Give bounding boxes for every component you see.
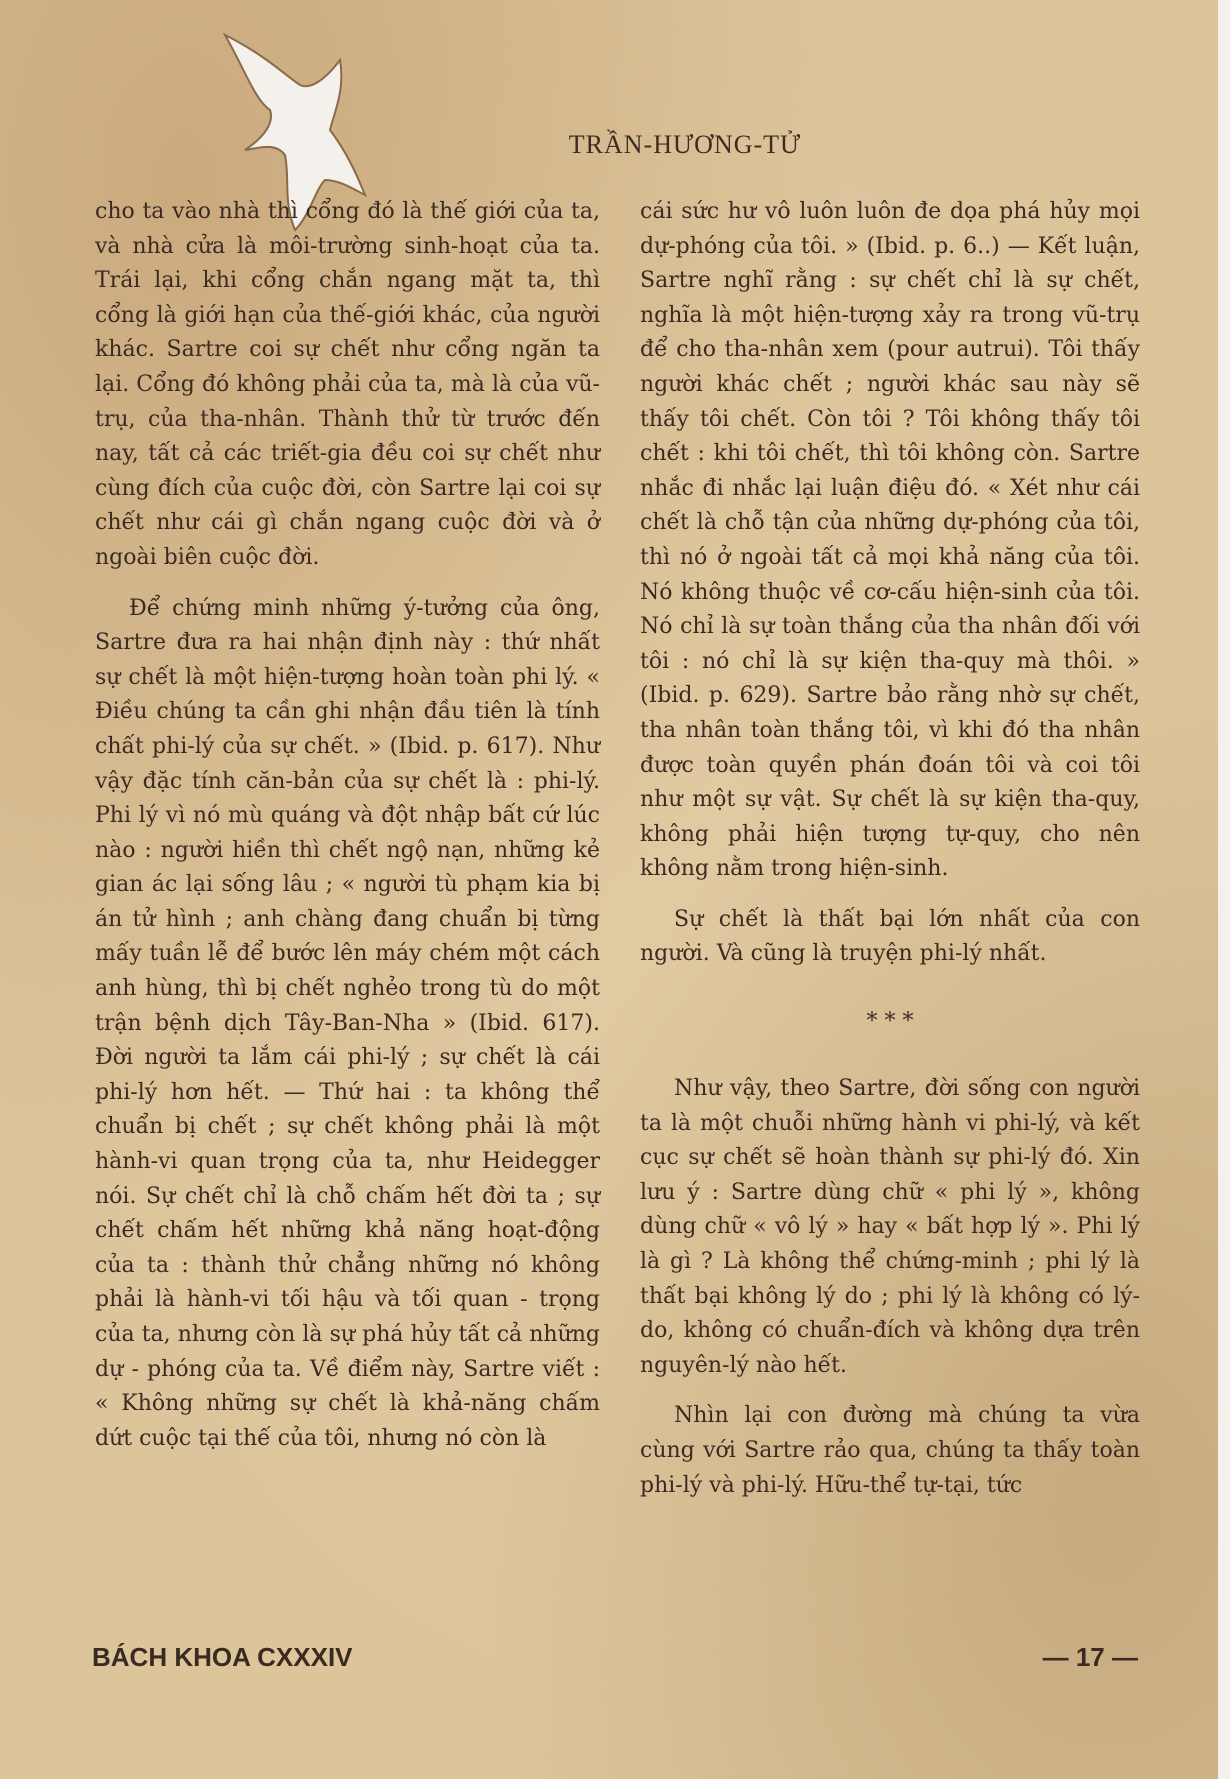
paragraph: cái sức hư vô luôn luôn đe dọa phá hủy mọi dự-phóng của tôi. » (Ibid. p. 6..) — Kết luận, Sartre nghĩ rằng : sự chết chỉ là sự chết, nghĩa là một hiện-tượng xảy ra trong vũ-trụ để cho tha-nhân xem (pour autrui). Tôi thấy người khác chết ; người khác sau này sẽ thấy tôi chết. Còn tôi ? Tôi không thấy tôi chết : khi tôi chết, thì tôi không còn. Sartre nhắc đi nhắc lại luận điệu đó. « Xét như cái chết là chỗ tận của những dự-phóng của tôi, thì nó ở ngoài tất cả mọi khả năng của tôi. Nó không thuộc về cơ-cấu hiện-sinh của tôi. Nó chỉ là sự toàn thắng của tha nhân đối với tôi : nó chỉ là sự kiện tha-quy mà thôi. » (Ibid. p. 629). Sartre bảo rằng nhờ sự chết, tha nhân toàn thắng tôi, vì khi đó tha nhân được toàn quyền phán đoán tôi và coi tôi như một sự vật. Sự chết là sự kiện tha-quy, không phải hiện tượng tự-quy, cho nên không nằm trong hiện-sinh. <box>640 199 1140 882</box>
page-edge <box>1218 0 1230 1779</box>
journal-footer: BÁCH KHOA CXXXIV <box>92 1642 353 1672</box>
paragraph: Nhìn lại con đường mà chúng ta vừa cùng với Sartre rảo qua, chúng ta thấy toàn phi-lý và phi-lý. Hữu-thể tự-tại, tức <box>640 1403 1140 1498</box>
paragraph: cho ta vào nhà thì cổng đó là thế giới của ta, và nhà cửa là môi-trường sinh-hoạt của ta. Trái lại, khi cổng chắn ngang mặt ta, thì cổng là giới hạn của thế-giới khác, của người khác. Sartre coi sự chết như cổng ngăn ta lại. Cổng đó không phải của ta, mà là của vũ-trụ, của tha-nhân. Thành thử từ trước đến nay, tất cả các triết-gia đều coi sự chết như cùng đích của cuộc đời, còn Sartre lại coi sự chết như cái gì chắn ngang cuộc đời và ở ngoài biên cuộc đời. <box>95 199 600 570</box>
running-header: TRẦN-HƯƠNG-TỬ <box>568 130 802 159</box>
section-separator: * * * <box>866 1009 914 1035</box>
paragraph: Để chứng minh những ý-tưởng của ông, Sartre đưa ra hai nhận định này : thứ nhất sự chết là một hiện-tượng hoàn toàn phi lý. « Điều chúng ta cần ghi nhận đầu tiên là tính chất phi-lý của sự chết. » (Ibid. p. 617). Như vậy đặc tính căn-bản của sự chết là : phi-lý. Phi lý vì nó mù quáng và đột nhập bất cứ lúc nào : người hiền thì chết ngộ nạn, những kẻ gian ác lại sống lâu ; « người tù phạm kia bị án tử hình ; anh chàng đang chuẩn bị từng mấy tuần lễ để bước lên máy chém một cách anh hùng, thì bị chết nghẻo trong tù do một trận bệnh dịch Tây-Ban-Nha » (Ibid. 617). Đời người ta lắm cái phi-lý ; sự chết là cái phi-lý hơn hết. — Thứ hai : ta không thể chuẩn bị chết ; sự chết không phải là một hành-vi quan trọng của ta, như Heidegger nói. Sự chết chỉ là chỗ chấm hết đời ta ; sự chết chấm hết những khả năng hoạt-động của ta : thành thử chẳng những nó không phải là hành-vi tối hậu và tối quan - trọng của ta, nhưng còn là sự phá hủy tất cả những dự - phóng của ta. Về điểm này, Sartre viết : « Không những sự chết là khả-năng chấm dứt cuộc tại thế của tôi, nhưng nó còn là <box>95 595 600 1451</box>
paragraph: Như vậy, theo Sartre, đời sống con người ta là một chuỗi những hành vi phi-lý, và kết cục sự chết sẽ hoàn thành sự phi-lý đó. Xin lưu ý : Sartre dùng chữ « phi lý », không dùng chữ « vô lý » hay « bất hợp lý ». Phi lý là gì ? Là không thể chứng-minh ; phi lý là thất bại không lý do ; phi lý là không có lý-do, không có chuẩn-đích và không dựa trên nguyên-lý nào hết. <box>640 1076 1140 1378</box>
paragraph: Sự chết là thất bại lớn nhất của con người. Và cũng là truyện phi-lý nhất. <box>640 906 1140 967</box>
page-number: — 17 — <box>1042 1642 1138 1672</box>
right-column <box>640 195 1140 1519</box>
left-column <box>95 195 600 1472</box>
